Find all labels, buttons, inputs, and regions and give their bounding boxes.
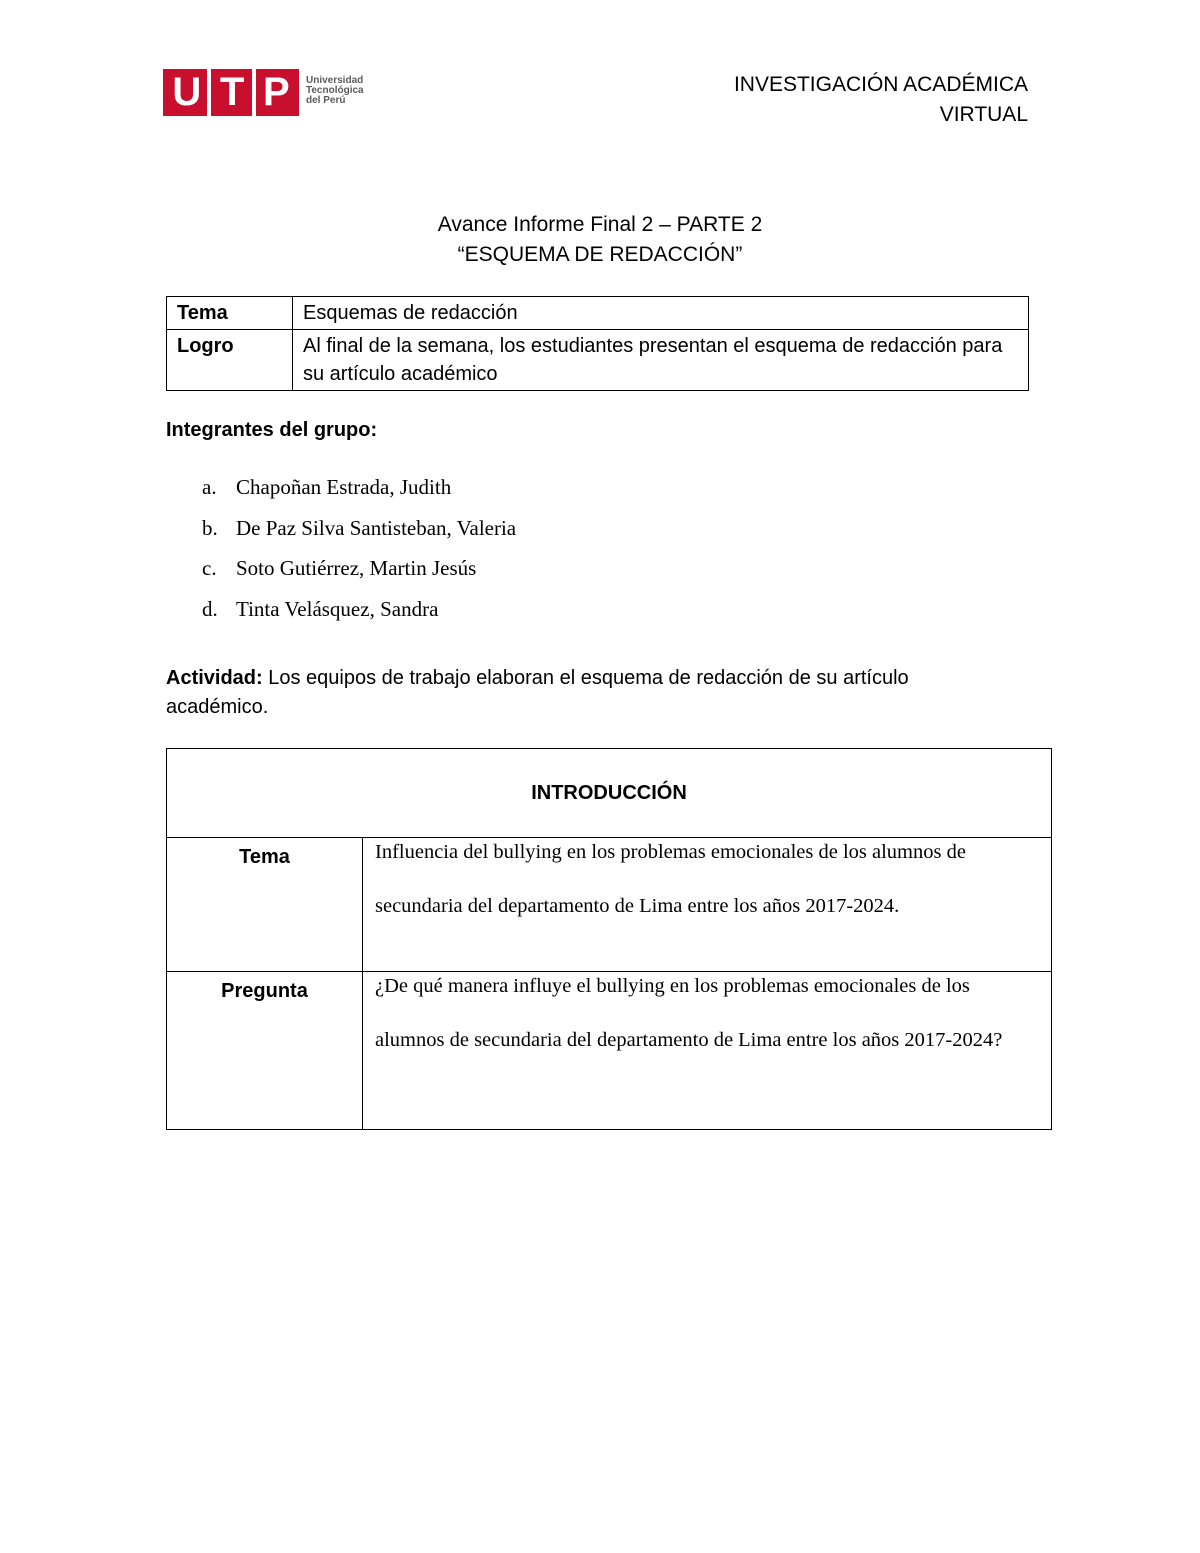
- list-marker: d.: [202, 596, 218, 621]
- group-label: Integrantes del grupo:: [166, 419, 378, 441]
- course-header-line: VIRTUAL: [939, 103, 1028, 126]
- scheme-header: INTRODUCCIÓN: [167, 749, 1052, 838]
- info-value: Al final de la semana, los estudiantes presentan el esquema de redacción para su artículo académico: [293, 330, 1029, 391]
- member-name: Chapoñan Estrada, Judith: [236, 475, 452, 499]
- table-row: [167, 330, 1029, 391]
- list-marker: a.: [202, 475, 217, 499]
- logo-separator: [252, 69, 256, 116]
- activity-text: Los equipos de trabajo elaboran el esquema de redacción de su artículo académico.: [166, 667, 909, 718]
- list-item: [166, 470, 516, 511]
- member-name: Soto Gutiérrez, Martin Jesús: [236, 556, 477, 580]
- members-list: [166, 470, 516, 632]
- list-item: [166, 551, 516, 592]
- table-row: [167, 972, 1052, 1130]
- logo-university-name: [306, 76, 364, 106]
- logo-name-line: del Perú: [306, 95, 346, 106]
- scheme-label: Pregunta: [167, 972, 363, 1130]
- course-header: [734, 70, 1028, 130]
- title-line: Avance Informe Final 2 – PARTE 2: [437, 213, 763, 236]
- scheme-value: [363, 838, 1052, 972]
- list-item: [166, 592, 516, 633]
- activity-paragraph: [166, 664, 996, 722]
- scheme-value-text: ¿De qué manera influye el bullying en los problemas emocionales de los alumnos de secundaria del departamento de Lima entre los años 2017-2024?: [375, 975, 1003, 1051]
- utp-logo-mark: [163, 69, 299, 116]
- scheme-label: Tema: [167, 838, 363, 972]
- scheme-value-text: Influencia del bullying en los problemas emocionales de los alumnos de secundaria del departamento de Lima entre los años 2017-2024.: [375, 841, 966, 917]
- info-key: Tema: [167, 297, 293, 330]
- list-marker: c.: [202, 556, 217, 580]
- info-key: Logro: [167, 330, 293, 391]
- logo-separator: [207, 69, 211, 116]
- logo-letter-t: T: [219, 70, 245, 114]
- info-value: Esquemas de redacción: [293, 297, 1029, 330]
- utp-logo: [163, 69, 373, 117]
- logo-name-line: Tecnológica: [306, 85, 364, 96]
- logo-letter-u: U: [172, 70, 202, 114]
- info-table: [166, 296, 1029, 391]
- scheme-value: [363, 972, 1052, 1130]
- title-line: “ESQUEMA DE REDACCIÓN”: [457, 243, 743, 266]
- list-marker: b.: [202, 515, 218, 540]
- table-row: [167, 297, 1029, 330]
- document-title: [0, 210, 1200, 270]
- member-name: Tinta Velásquez, Sandra: [236, 596, 439, 621]
- scheme-table: [166, 748, 1052, 1130]
- member-name: De Paz Silva Santisteban, Valeria: [236, 515, 517, 540]
- course-header-line: INVESTIGACIÓN ACADÉMICA: [733, 73, 1028, 96]
- table-row: [167, 838, 1052, 972]
- activity-label: Actividad:: [166, 667, 263, 689]
- logo-letter-p: P: [262, 70, 290, 114]
- logo-name-line: Universidad: [306, 75, 364, 86]
- list-item: [166, 511, 516, 552]
